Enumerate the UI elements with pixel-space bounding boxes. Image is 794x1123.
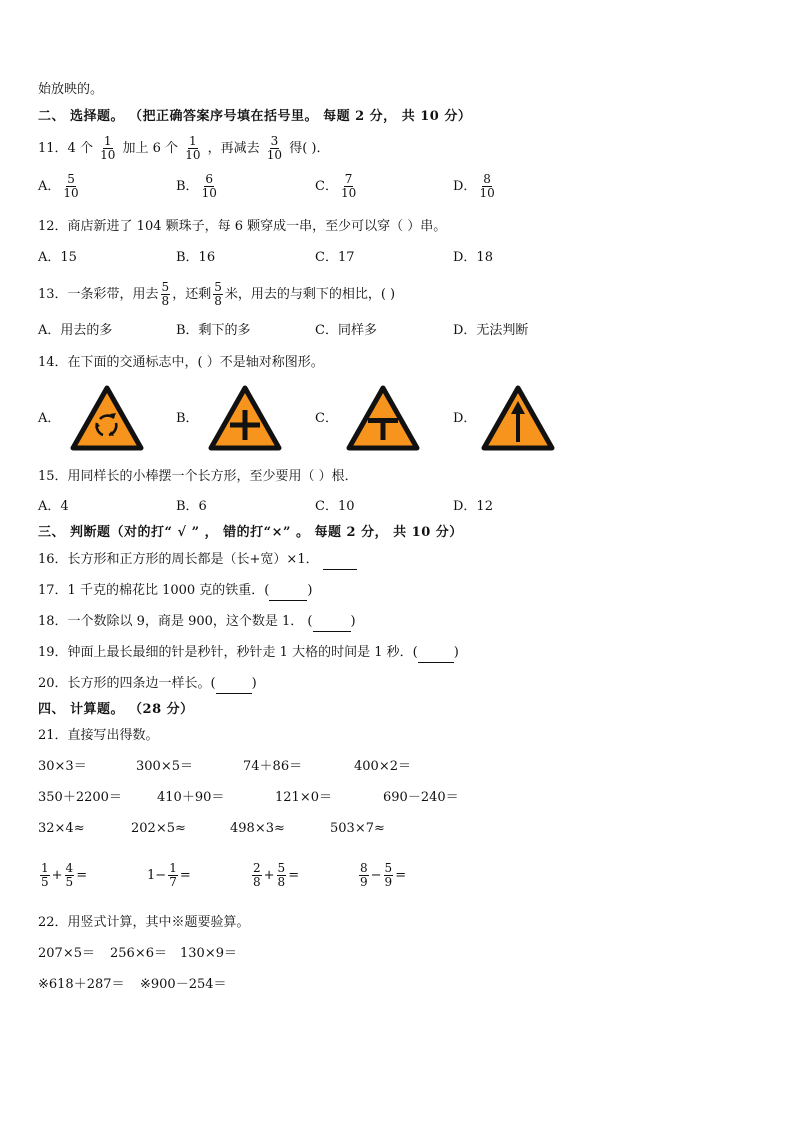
fraction-calc-3: $\frac{2}{8}$ + $\frac{5}{8}$ =: [253, 861, 300, 889]
continued-text: 始放映的。: [38, 82, 104, 97]
q14-option-b-label: B．: [176, 411, 199, 426]
q11-option-b: B． $\frac{6}{10}$: [176, 172, 217, 200]
question-20: [38, 675, 257, 694]
question-15: 15．用同样长的小棒摆一个长方形，至少要用（ ）根．: [38, 469, 358, 484]
vertical-calc-item: ※900－254＝: [140, 977, 227, 992]
calc-item: 498×3≈: [230, 821, 285, 836]
question-14: 14．在下面的交通标志中，( ）不是轴对称图形。: [38, 355, 324, 370]
question-16: [38, 551, 357, 570]
fraction-calc-2: 1− $\frac{1}{7}$ =: [147, 861, 191, 889]
question-22: 22．用竖式计算，其中※题要验算。: [38, 915, 250, 930]
q13-text-2: ，还剩: [172, 287, 212, 302]
question-21: 21．直接写出得数。: [38, 728, 159, 743]
question-17: [38, 582, 312, 601]
q19-close-paren: ): [453, 645, 459, 660]
vertical-calc-item: 207×5＝: [38, 946, 95, 961]
fraction-calc-4: $\frac{8}{9}$ − $\frac{5}{9}$ =: [360, 861, 407, 889]
question-18: [38, 613, 356, 632]
section-2-title: 二、 选择题。 （把正确答案序号填在括号里。 每题 2 分， 共 10 分）: [38, 109, 472, 124]
q15-option-b: B．6: [176, 499, 207, 514]
q11-fraction-3: $\frac{3}{10}$: [266, 134, 283, 162]
q11-number: 11．: [38, 141, 68, 156]
calc-item: 350＋2200＝: [38, 790, 122, 805]
q13-text-1: 13．一条彩带，用去: [38, 287, 159, 302]
q17-text: 17．1 千克的棉花比 1000 克的铁重．(: [38, 583, 270, 598]
vertical-calc-item: 256×6＝: [110, 946, 167, 961]
q19-text: 19．钟面上最长最细的针是秒针，秒针走 1 大格的时间是 1 秒．(: [38, 645, 418, 660]
calc-item: 30×3＝: [38, 759, 87, 774]
question-13: [38, 280, 395, 310]
q11-fraction-1: $\frac{1}{10}$: [100, 134, 116, 162]
roundabout-sign-icon: [70, 385, 144, 451]
calc-item: 32×4≈: [38, 821, 85, 836]
q13-option-b: B．剩下的多: [176, 323, 251, 338]
q11-option-a: A． $\frac{5}{10}$: [38, 172, 79, 200]
q17-close-paren: ): [307, 583, 313, 598]
question-12: 12．商店新进了 104 颗珠子，每 6 颗穿成一串，至少可以穿（ ）串。: [38, 219, 447, 234]
calc-item: 300×5＝: [136, 759, 193, 774]
calc-item: 400×2＝: [354, 759, 411, 774]
q13-option-c: C．同样多: [315, 323, 377, 338]
q18-answer-blank[interactable]: [313, 613, 351, 632]
q13-text-3: 米，用去的与剩下的相比，( ): [224, 287, 396, 302]
q14-option-c-label: C．: [315, 411, 338, 426]
q11-option-c: C． $\frac{7}{10}$: [315, 172, 357, 200]
vertical-calc-item: ※618＋287＝: [38, 977, 125, 992]
q14-option-d-label: D．: [453, 411, 477, 426]
q20-text: 20．长方形的四条边一样长。(: [38, 676, 216, 691]
q11-text-2: 加上 6 个: [122, 141, 179, 156]
crossroad-sign-icon: [208, 385, 282, 451]
q15-option-d: D．12: [453, 499, 493, 514]
q14-option-a-label: A．: [38, 411, 61, 426]
straight-arrow-sign-icon: [481, 385, 555, 451]
calc-item: 503×7≈: [330, 821, 385, 836]
q11-option-d: D． $\frac{8}{10}$: [453, 172, 495, 200]
q19-answer-blank[interactable]: [418, 644, 454, 663]
fraction-calc-1: $\frac{1}{5}$ + $\frac{4}{5}$ =: [41, 861, 88, 889]
q13-fraction-2: $\frac{5}{8}$: [214, 280, 222, 308]
q20-close-paren: ): [251, 676, 257, 691]
calc-item: 74＋86＝: [243, 759, 303, 774]
calc-item: 410＋90＝: [157, 790, 225, 805]
t-junction-sign-icon: [346, 385, 420, 451]
question-19: [38, 644, 459, 663]
question-11: [38, 134, 329, 164]
q13-fraction-1: $\frac{5}{8}$: [161, 280, 170, 308]
q15-option-a: A．4: [38, 499, 69, 514]
calc-item: 202×5≈: [131, 821, 186, 836]
q20-answer-blank[interactable]: [216, 675, 252, 694]
q11-text-1: 4 个: [67, 141, 93, 156]
q17-answer-blank[interactable]: [269, 582, 307, 601]
calc-item: 690－240＝: [383, 790, 459, 805]
q13-option-a: A．用去的多: [38, 323, 113, 338]
q12-option-d: D．18: [453, 250, 493, 265]
calc-item: 121×0＝: [275, 790, 332, 805]
q16-answer-blank[interactable]: [323, 551, 357, 570]
vertical-calc-item: 130×9＝: [180, 946, 237, 961]
section-3-title: 三、 判断题（对的打“ √ ” ， 错的打“×” 。 每题 2 分， 共 10 分）: [38, 525, 463, 540]
q11-fraction-2: $\frac{1}{10}$: [185, 134, 201, 162]
q18-text: 18．一个数除以 9，商是 900，这个数是 1． (: [38, 614, 313, 629]
q12-option-a: A．15: [38, 250, 77, 265]
q11-text-3: ，再减去: [207, 141, 260, 156]
q16-text: 16．长方形和正方形的周长都是（长+宽）×1．: [38, 552, 319, 567]
q11-text-4: 得( )．: [289, 141, 330, 156]
q12-option-b: B．16: [176, 250, 216, 265]
q18-close-paren: ): [350, 614, 356, 629]
q15-option-c: C．10: [315, 499, 355, 514]
section-4-title: 四、 计算题。 （28 分）: [38, 702, 194, 717]
q13-option-d: D．无法判断: [453, 323, 529, 338]
q12-option-c: C．17: [315, 250, 355, 265]
